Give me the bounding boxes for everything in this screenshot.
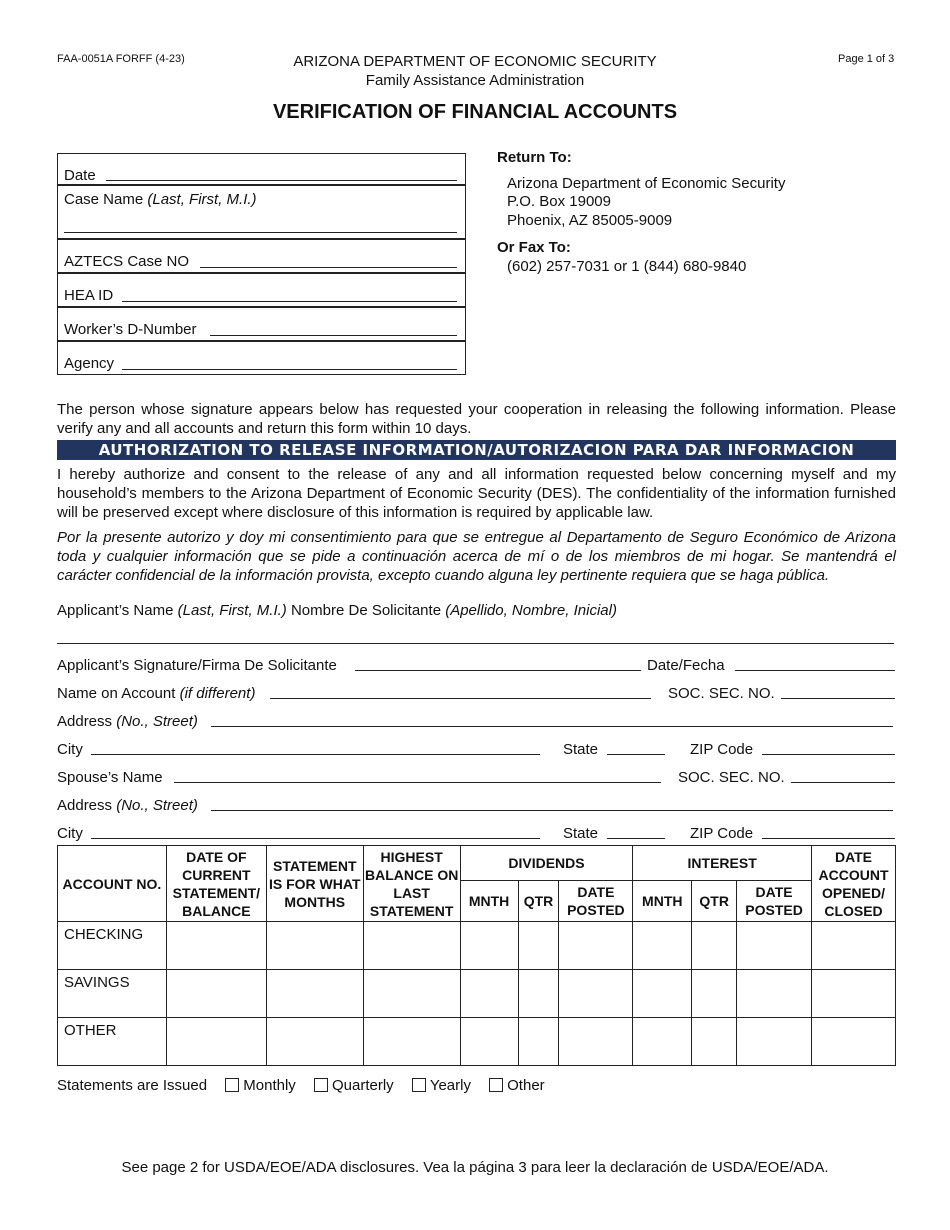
city-line[interactable] xyxy=(91,754,540,755)
fax-numbers: (602) 257-7031 or 1 (844) 680-9840 xyxy=(507,258,747,275)
authorization-english: I hereby authorize and consent to the release of any and all information requested below concerning myself and my household’s members to the Arizona Department of Economic Security (DES). The confidentiality of the information furnished will be preserved except where disclosure of this information is required by applicable law. xyxy=(57,466,896,521)
table-cell[interactable] xyxy=(737,922,812,970)
table-cell[interactable] xyxy=(559,922,633,970)
spouse-name-label: Spouse’s Name xyxy=(57,769,163,786)
state-label: State xyxy=(563,741,599,758)
worker-line[interactable] xyxy=(210,335,457,336)
table-cell[interactable] xyxy=(737,1018,812,1066)
table-cell[interactable] xyxy=(812,970,896,1018)
spouse-name-line[interactable] xyxy=(174,782,661,783)
hea-id-label: HEA ID xyxy=(64,287,114,304)
spouse-ssn-label: SOC. SEC. NO. xyxy=(678,769,785,786)
date-fecha-line[interactable] xyxy=(735,670,895,671)
table-cell[interactable] xyxy=(166,922,266,970)
header-highest-balance: HIGHEST BALANCE ON LAST STATEMENT xyxy=(363,846,460,922)
table-cell[interactable] xyxy=(166,1018,266,1066)
table-cell[interactable] xyxy=(518,922,559,970)
division-name: Family Assistance Administration xyxy=(365,72,585,89)
table-cell[interactable] xyxy=(518,970,559,1018)
spouse-ssn-line[interactable] xyxy=(791,782,895,783)
agency-line[interactable] xyxy=(122,369,457,370)
other-checkbox[interactable] xyxy=(489,1078,503,1092)
quarterly-checkbox[interactable] xyxy=(314,1078,328,1092)
table-cell[interactable] xyxy=(633,922,692,970)
zip-label: ZIP Code xyxy=(690,741,754,758)
table-cell[interactable] xyxy=(559,970,633,1018)
zip2-line[interactable] xyxy=(762,838,895,839)
header-interest-mnth: MNTH xyxy=(633,881,692,922)
state2-label: State xyxy=(563,825,599,842)
header-statement-months: STATEMENT IS FOR WHAT MONTHS xyxy=(266,846,363,922)
header-account-no: ACCOUNT NO. xyxy=(58,846,167,922)
header-dividends-mnth: MNTH xyxy=(460,881,518,922)
hea-id-line[interactable] xyxy=(122,301,457,302)
return-address-line2: P.O. Box 19009 xyxy=(507,193,611,210)
date-label: Date xyxy=(64,167,96,184)
monthly-option[interactable]: Monthly xyxy=(225,1077,296,1094)
header-date-current-statement: DATE OF CURRENT STATEMENT/ BALANCE xyxy=(166,846,266,922)
fax-heading: Or Fax To: xyxy=(497,239,571,256)
table-cell[interactable] xyxy=(166,970,266,1018)
applicant-name-line[interactable] xyxy=(57,643,894,644)
table-cell[interactable] xyxy=(812,922,896,970)
table-cell[interactable] xyxy=(363,922,460,970)
header-interest-date-posted: DATE POSTED xyxy=(737,881,812,922)
yearly-option[interactable]: Yearly xyxy=(412,1077,471,1094)
table-cell[interactable] xyxy=(812,1018,896,1066)
ssn-line[interactable] xyxy=(781,698,895,699)
signature-line[interactable] xyxy=(355,670,641,671)
row-label-savings: SAVINGS xyxy=(58,970,167,1018)
case-name-label: Case Name (Last, First, M.I.) xyxy=(64,191,257,208)
authorization-spanish: Por la presente autorizo y doy mi consentimiento para que se entregue al Departamento de Seguro Económico de Arizona toda y cualquier información que se pide a continuación acerca de mí o de los miembros de mi hogar. Se mantendrá el carácter confidencial de la información provista, excepto cuando alguna ley pertinente requiera que se haga pública. xyxy=(57,529,896,584)
yearly-checkbox[interactable] xyxy=(412,1078,426,1092)
table-cell[interactable] xyxy=(692,922,737,970)
name-on-account-line[interactable] xyxy=(270,698,651,699)
table-cell[interactable] xyxy=(692,970,737,1018)
case-info-box xyxy=(57,153,466,375)
department-name: ARIZONA DEPARTMENT OF ECONOMIC SECURITY xyxy=(293,53,657,70)
table-cell[interactable] xyxy=(633,970,692,1018)
zip2-label: ZIP Code xyxy=(690,825,754,842)
header-dividends-qtr: QTR xyxy=(518,881,559,922)
applicant-name-label: Applicant’s Name (Last, First, M.I.) Nombre De Solicitante (Apellido, Nombre, Inicial) xyxy=(57,602,617,619)
city-label: City xyxy=(57,741,83,758)
address2-label: Address (No., Street) xyxy=(57,797,198,814)
date-fecha-label: Date/Fecha xyxy=(647,657,725,674)
authorization-banner: AUTHORIZATION TO RELEASE INFORMATION/AUTORIZACION PARA DAR INFORMACION xyxy=(57,440,896,460)
row-label-checking: CHECKING xyxy=(58,922,167,970)
case-name-line[interactable] xyxy=(64,232,457,233)
row-label-other: OTHER xyxy=(58,1018,167,1066)
zip-line[interactable] xyxy=(762,754,895,755)
intro-text: The person whose signature appears below has requested your cooperation in releasing the following information. Please verify any and all accounts and return this form within 10 days. xyxy=(57,401,896,437)
statements-issued-label: Statements are Issued xyxy=(57,1077,208,1094)
state2-line[interactable] xyxy=(607,838,665,839)
header-interest: INTEREST xyxy=(633,846,812,881)
table-row xyxy=(58,970,896,1018)
return-address-line1: Arizona Department of Economic Security xyxy=(507,175,786,192)
state-line[interactable] xyxy=(607,754,665,755)
table-cell[interactable] xyxy=(266,970,363,1018)
address2-line[interactable] xyxy=(211,810,893,811)
table-cell[interactable] xyxy=(266,1018,363,1066)
table-cell[interactable] xyxy=(633,1018,692,1066)
table-cell[interactable] xyxy=(460,922,518,970)
monthly-checkbox[interactable] xyxy=(225,1078,239,1092)
date-line[interactable] xyxy=(106,180,457,181)
table-cell[interactable] xyxy=(518,1018,559,1066)
return-to-heading: Return To: xyxy=(497,149,572,166)
ssn-label: SOC. SEC. NO. xyxy=(668,685,775,702)
city2-line[interactable] xyxy=(91,838,540,839)
signature-label: Applicant’s Signature/Firma De Solicitante xyxy=(57,657,337,674)
header-interest-qtr: QTR xyxy=(692,881,737,922)
page-number: Page 1 of 3 xyxy=(838,53,895,65)
table-cell[interactable] xyxy=(559,1018,633,1066)
quarterly-option[interactable]: Quarterly xyxy=(314,1077,394,1094)
other-option[interactable]: Other xyxy=(489,1077,545,1094)
name-on-account-label: Name on Account (if different) xyxy=(57,685,256,702)
city2-label: City xyxy=(57,825,83,842)
aztecs-case-label: AZTECS Case NO xyxy=(64,253,190,270)
address-label: Address (No., Street) xyxy=(57,713,198,730)
page-title: VERIFICATION OF FINANCIAL ACCOUNTS xyxy=(272,101,678,123)
footer-disclosure: See page 2 for USDA/EOE/ADA disclosures. Vea la página 3 para leer la declaración de USDA/EOE/ADA. xyxy=(121,1159,829,1176)
header-dividends: DIVIDENDS xyxy=(460,846,633,881)
table-cell[interactable] xyxy=(266,922,363,970)
table-row xyxy=(58,922,896,970)
return-address-line3: Phoenix, AZ 85005-9009 xyxy=(507,212,673,229)
table-cell[interactable] xyxy=(363,1018,460,1066)
accounts-table xyxy=(57,845,896,1066)
agency-label: Agency xyxy=(64,355,115,372)
table-cell[interactable] xyxy=(460,1018,518,1066)
table-cell[interactable] xyxy=(692,1018,737,1066)
table-cell[interactable] xyxy=(363,970,460,1018)
table-row xyxy=(58,1018,896,1066)
form-id: FAA-0051A FORFF (4-23) xyxy=(57,53,185,65)
table-cell[interactable] xyxy=(737,970,812,1018)
address-line[interactable] xyxy=(211,726,893,727)
header-date-opened-closed: DATE ACCOUNT OPENED/ CLOSED xyxy=(812,846,896,922)
worker-label: Worker’s D-Number xyxy=(64,321,197,338)
statements-issued-row xyxy=(57,1077,545,1094)
aztecs-case-line[interactable] xyxy=(200,267,457,268)
header-dividends-date-posted: DATE POSTED xyxy=(559,881,633,922)
table-cell[interactable] xyxy=(460,970,518,1018)
